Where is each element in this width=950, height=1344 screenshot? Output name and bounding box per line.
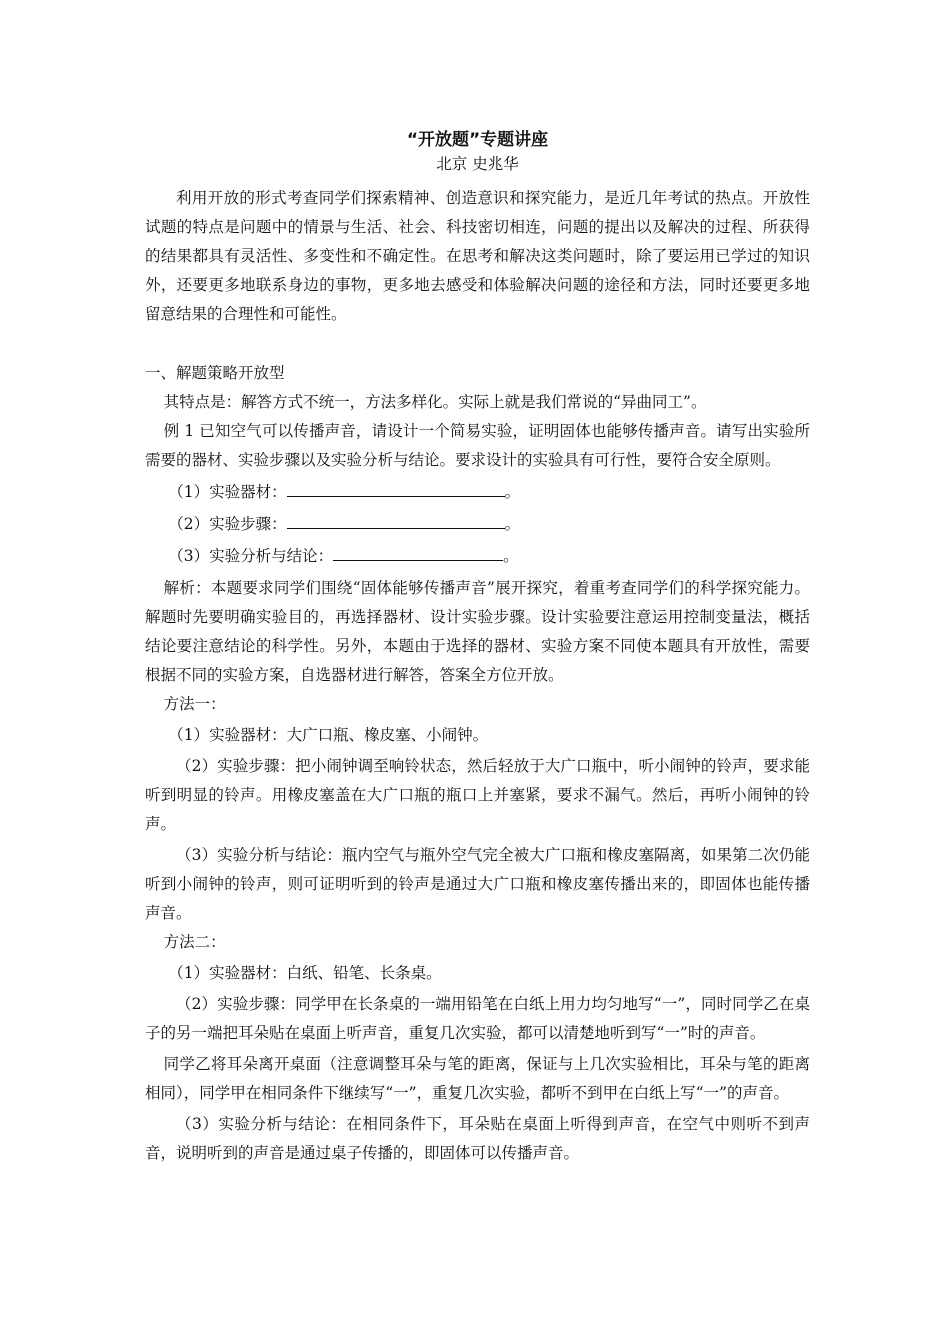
- feature-paragraph: 其特点是：解答方式不统一，方法多样化。实际上就是我们常说的“异曲同工”。: [163, 393, 707, 411]
- method2-label: 方法二：: [163, 933, 226, 951]
- blank-item-steps: [145, 510, 810, 539]
- blank-label: （2）实验步骤：: [168, 515, 287, 533]
- answer-blank: [287, 510, 505, 529]
- blank-item-materials: [145, 478, 810, 507]
- answer-blank: [333, 542, 503, 561]
- blank-end: 。: [504, 515, 521, 533]
- method2-conclusion: （3）实验分析与结论：在相同条件下，耳朵贴在桌面上听得到声音，在空气中则听不到声音，说明听到的声音是通过桌子传播的，即固体可以传播声音。: [145, 1115, 810, 1162]
- blank-end: 。: [503, 547, 519, 565]
- section-heading: 一、解题策略开放型: [145, 364, 285, 382]
- method2-steps-continued: 同学乙将耳朵离开桌面（注意调整耳朵与笔的距离，保证与上几次实验相比，耳朵与笔的距离相同），同学甲在相同条件下继续写“一”，重复几次实验，都听不到甲在白纸上写“一”的声音。: [145, 1055, 810, 1102]
- method2-materials: （1）实验器材：白纸、铅笔、长条桌。: [168, 964, 442, 982]
- example-paragraph: 例 1 已知空气可以传播声音，请设计一个简易实验，证明固体也能够传播声音。请写出实验所需要的器材、实验步骤以及实验分析与结论。要求设计的实验具有可行性，要符合安全原则。: [145, 422, 810, 469]
- analysis-paragraph: 解析：本题要求同学们围绕“固体能够传播声音”展开探究，着重考查同学们的科学探究能力。解题时先要明确实验目的，再选择器材、设计实验步骤。设计实验要注意运用控制变量法，概括结论要注意结论的科学性。另外，本题由于选择的器材、实验方案不同使本题具有开放性，需要根据不同的实验方案，自选器材进行解答，答案全方位开放。: [145, 579, 810, 684]
- blank-label: （3）实验分析与结论：: [168, 547, 334, 565]
- intro-paragraph: 利用开放的形式考查同学们探索精神、创造意识和探究能力，是近几年考试的热点。开放性试题的特点是问题中的情景与生活、社会、科技密切相连，问题的提出以及解决的过程、所获得的结果都具有灵活性、多变性和不确定性。在思考和解决这类问题时，除了要运用已学过的知识外，还要更多地联系身边的事物，更多地去感受和体验解决问题的途径和方法，同时还要更多地留意结果的合理性和可能性。: [145, 189, 810, 323]
- method1-conclusion: （3）实验分析与结论：瓶内空气与瓶外空气完全被大广口瓶和橡皮塞隔离，如果第二次仍能听到小闹钟的铃声，则可证明听到的铃声是通过大广口瓶和橡皮塞传播出来的，即固体也能传播声音。: [145, 846, 810, 922]
- method2-steps: （2）实验步骤：同学甲在长条桌的一端用铅笔在白纸上用力均匀地写“一”，同时同学乙在桌子的另一端把耳朵贴在桌面上听声音，重复几次实验，都可以清楚地听到写“一”时的声音。: [145, 995, 810, 1042]
- document-page: [145, 126, 810, 1168]
- page-title: “开放题”专题讲座: [406, 130, 549, 150]
- author-line: 北京 史兆华: [436, 155, 519, 173]
- answer-blank: [287, 478, 505, 497]
- blank-label: （1）实验器材：: [168, 483, 287, 501]
- method1-steps: （2）实验步骤：把小闹钟调至响铃状态，然后轻放于大广口瓶中，听小闹钟的铃声，要求能听到明显的铃声。用橡皮塞盖在大广口瓶的瓶口上并塞紧，要求不漏气。然后，再听小闹钟的铃声。: [145, 757, 810, 833]
- blank-item-conclusion: [145, 542, 810, 571]
- method1-label: 方法一：: [163, 695, 226, 713]
- method1-materials: （1）实验器材：大广口瓶、橡皮塞、小闹钟。: [168, 726, 489, 744]
- blank-end: 。: [504, 483, 521, 501]
